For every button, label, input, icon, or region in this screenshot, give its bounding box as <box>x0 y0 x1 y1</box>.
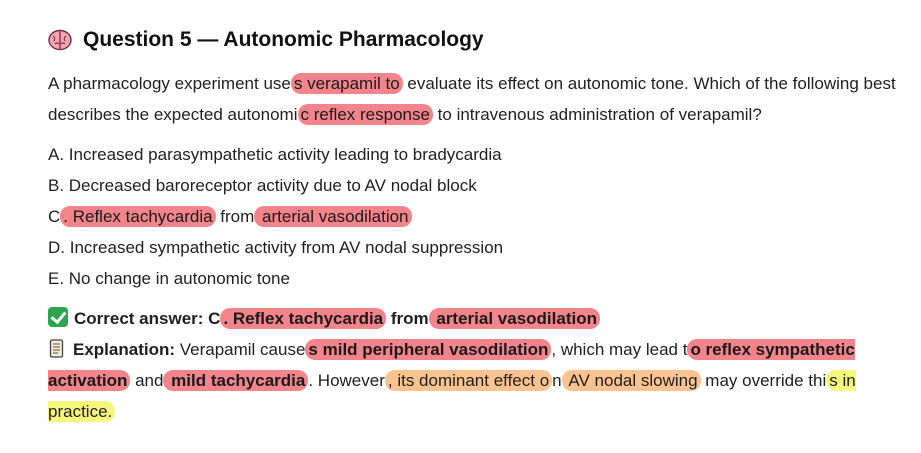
explanation-text: may override thi <box>700 371 827 390</box>
highlight-av-nodal-slowing: AV nodal slowing <box>562 370 701 391</box>
highlight-mild-vasodilation: s mild peripheral vasodilation <box>305 339 551 360</box>
highlight-arterial-vasodilation: arterial vasodilation <box>254 206 411 227</box>
stem-text: to intravenous administration of verapamil? <box>432 105 762 124</box>
option-b: B. Decreased baroreceptor activity due to AV nodal block <box>48 176 477 195</box>
explanation-text: and <box>130 371 164 390</box>
explanation-label: Explanation: <box>73 340 176 359</box>
correct-answer-line <box>48 303 908 334</box>
highlight-verapamil: s verapamil to <box>291 73 403 94</box>
question-stem <box>48 68 908 130</box>
highlight-in-practice: s in practice. <box>48 371 856 421</box>
explanation-text: n <box>552 371 562 390</box>
answer-letter: C <box>203 309 221 328</box>
highlight-reflex-tachycardia: . Reflex tachycardia <box>60 206 215 227</box>
stem-text: evaluate its effect on autonomic tone. Which of the following best describes the expected autonomi <box>48 74 896 124</box>
option-c-text: from <box>215 207 255 226</box>
option-d: D. Increased sympathetic activity from AV nodal suppression <box>48 238 504 257</box>
option-e: E. No change in autonomic tone <box>48 269 290 288</box>
explanation-text: . However <box>308 371 385 390</box>
explanation <box>48 334 908 427</box>
highlight-answer-vasodilation: arterial vasodilation <box>429 308 600 329</box>
stem-text: A pharmacology experiment use <box>48 74 291 93</box>
highlight-reflex-response: c reflex response <box>298 104 433 125</box>
highlight-dominant-effect: , its dominant effect o <box>385 370 552 391</box>
answer-text: from <box>386 309 429 328</box>
answer-block <box>48 303 908 427</box>
check-icon <box>48 307 68 327</box>
option-c-letter: C <box>48 207 61 226</box>
explanation-text: , which may lead t <box>551 340 688 359</box>
highlight-answer-tachycardia: . Reflex tachycardia <box>220 308 386 329</box>
scroll-icon <box>48 338 65 359</box>
question-header <box>48 22 908 58</box>
highlight-mild-tachycardia: mild tachycardia <box>163 370 308 391</box>
correct-answer-label: Correct answer: <box>74 309 204 328</box>
page-title: Question 5 — Autonomic Pharmacology <box>83 28 484 51</box>
explanation-text: Verapamil cause <box>175 340 306 359</box>
answer-options <box>48 139 908 294</box>
option-a: A. Increased parasympathetic activity leading to bradycardia <box>48 145 502 164</box>
highlight-reflex-sympathetic-activation: o reflex sympathetic activation <box>48 340 855 390</box>
question-card <box>48 22 908 427</box>
brain-icon <box>48 29 72 51</box>
option-c <box>48 201 908 232</box>
